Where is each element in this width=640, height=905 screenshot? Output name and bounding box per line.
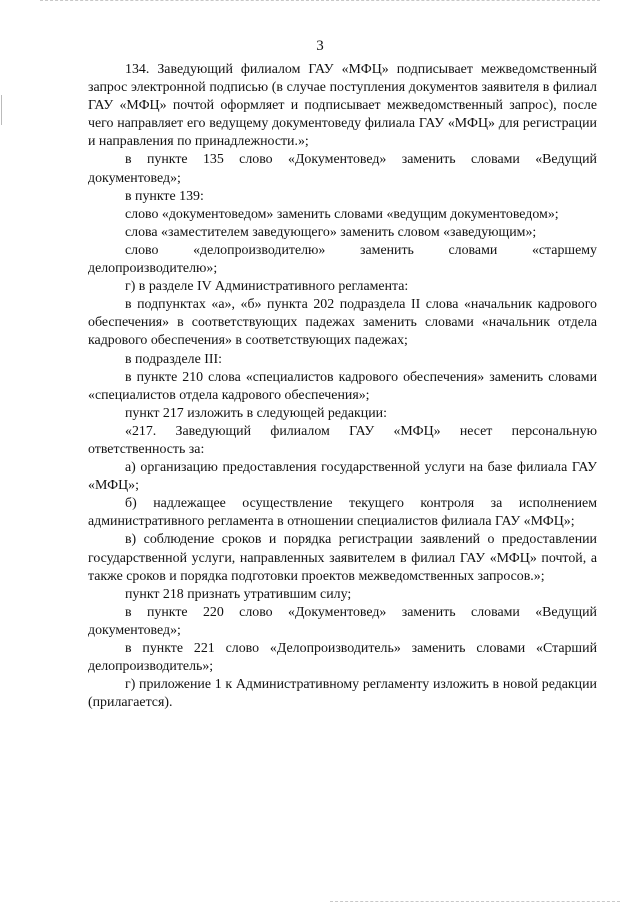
paragraph-clause-139-heading: в пункте 139: bbox=[125, 188, 204, 204]
paragraph-clause-217-a: а) организацию предоставления государственной услуги на базе филиала ГАУ «МФЦ»; bbox=[88, 460, 597, 494]
paragraph-clause-135: в пункте 135 слово «Документовед» заменить словами «Ведущий документовед»; bbox=[88, 152, 597, 186]
paragraph-subsection-iii: в подразделе III: bbox=[125, 351, 222, 367]
paragraph-clause-218: пункт 218 признать утратившим силу; bbox=[125, 586, 352, 602]
paragraph-clause-139-word-3: слово «делопроизводителю» заменить словами «старшему делопроизводителю»; bbox=[88, 242, 597, 277]
paragraph-clause-139-word-2: слова «заместителем заведующего» заменить словом «заведующим»; bbox=[125, 224, 537, 240]
paragraph-appendix-1: г) приложение 1 к Административному регламенту изложить в новой редакции (прилагается). bbox=[88, 677, 597, 711]
paragraph-section-iv: г) в разделе IV Административного регламента: bbox=[125, 279, 409, 295]
paragraph-clause-210: в пункте 210 слова «специалистов кадрового обеспечения» заменить словами «специалистов отдела кадрового обеспечения»; bbox=[88, 369, 597, 403]
scan-edge-bottom bbox=[330, 901, 620, 903]
paragraph-clause-217-heading: пункт 217 изложить в следующей редакции: bbox=[125, 405, 387, 421]
scan-margin-mark bbox=[1, 95, 2, 125]
paragraph-item-134: 134. Заведующий филиалом ГАУ «МФЦ» подписывает межведомственный запрос электронной подписью (в случае поступления документов заявителя в филиал ГАУ «МФЦ» почтой оформляет и подписывает межведомственный запрос), после чего направляет его ведущему документоведу филиала ГАУ «МФЦ» для регистрации и направления по принадлежности.»; bbox=[88, 62, 597, 150]
paragraph-clause-202: в подпунктах «а», «б» пункта 202 подраздела II слова «начальник кадрового обеспечения» в соответствующих падежах заменить словами «начальник отдела кадрового обеспечения» в соответствующих падежах; bbox=[88, 297, 597, 349]
paragraph-clause-217-v: в) соблюдение сроков и порядка регистрации заявлений о предоставлении государственной услуги, направленных заявителем в филиал ГАУ «МФЦ» почтой, а также сроков и порядка подготовки проектов межведомственных запросов.»; bbox=[88, 532, 597, 584]
paragraph-clause-220: в пункте 220 слово «Документовед» заменить словами «Ведущий документовед»; bbox=[88, 604, 597, 638]
paragraph-clause-217-text: «217. Заведующий филиалом ГАУ «МФЦ» несет персональную ответственность за: bbox=[88, 423, 597, 457]
document-body bbox=[88, 61, 597, 712]
paragraph-clause-221: в пункте 221 слово «Делопроизводитель» заменить словами «Старший делопроизводитель»; bbox=[88, 641, 597, 675]
scan-edge-top bbox=[40, 0, 600, 2]
paragraph-clause-139-word-1: слово «документоведом» заменить словами «ведущим документоведом»; bbox=[125, 206, 559, 222]
page-number: 3 bbox=[316, 38, 324, 54]
paragraph-clause-217-b: б) надлежащее осуществление текущего контроля за исполнением административного регламента в отношении специалистов филиала ГАУ «МФЦ»; bbox=[88, 496, 597, 530]
